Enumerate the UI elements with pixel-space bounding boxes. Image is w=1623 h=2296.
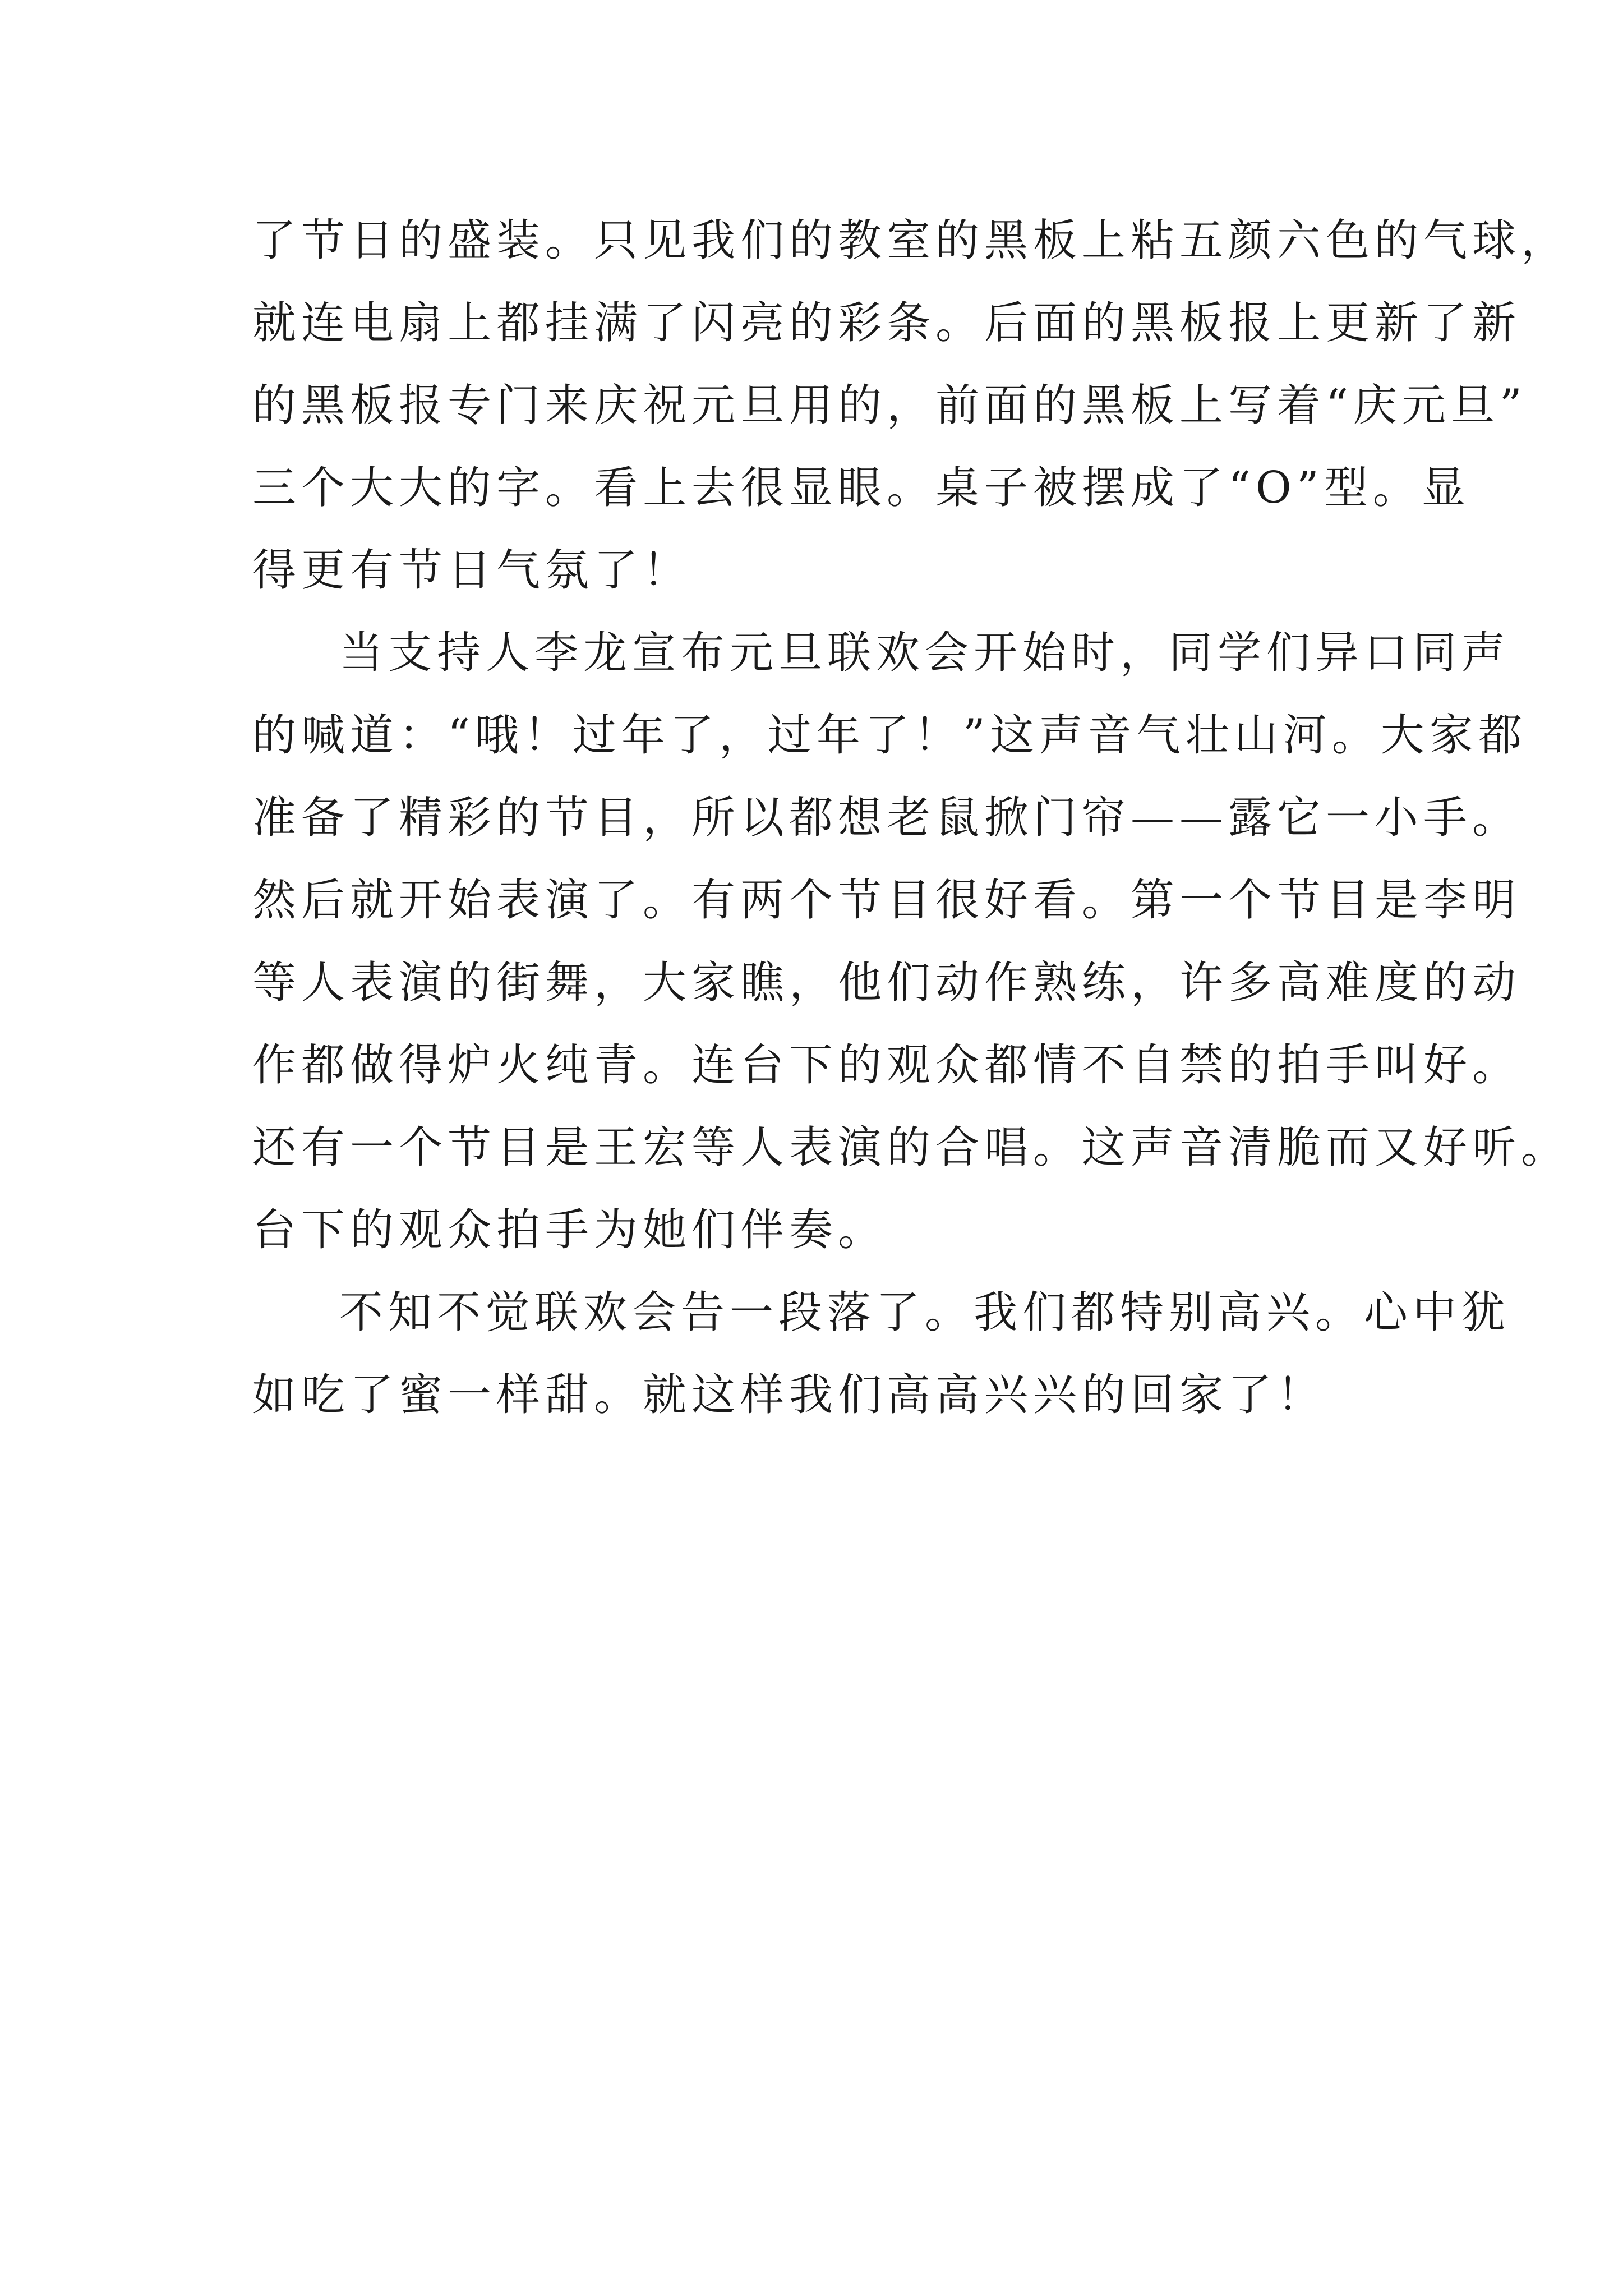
text-line: 的黑板报专门来庆祝元旦用的，前面的黑板上写着“庆元旦” xyxy=(252,380,1527,431)
text-line: 了节日的盛装。只见我们的教室的黑板上粘五颜六色的气球， xyxy=(252,215,1570,266)
text-line: 还有一个节目是王宏等人表演的合唱。这声音清脆而又好听。 xyxy=(252,1122,1570,1173)
text-line: 得更有节日气氛了！ xyxy=(252,545,692,596)
text-line: 等人表演的街舞，大家瞧，他们动作熟练，许多高难度的动 xyxy=(252,958,1521,1008)
text-line: 然后就开始表演了。有两个节目很好看。第一个节目是李明 xyxy=(252,875,1521,926)
text-line: 当支持人李龙宣布元旦联欢会开始时，同学们异口同声 xyxy=(339,628,1511,678)
text-line: 不知不觉联欢会告一段落了。我们都特别高兴。心中犹 xyxy=(339,1287,1511,1338)
document-body xyxy=(252,213,1570,1450)
text-line: 准备了精彩的节目，所以都想老鼠掀门帘——露它一小手。 xyxy=(252,793,1521,843)
text-line: 就连电扇上都挂满了闪亮的彩条。后面的黑板报上更新了新 xyxy=(252,298,1521,348)
text-line: 三个大大的字。看上去很显眼。桌子被摆成了“O”型。显 xyxy=(252,463,1470,513)
text-line: 的喊道：“哦！过年了，过年了！”这声音气壮山河。大家都 xyxy=(252,710,1527,761)
text-line: 台下的观众拍手为她们伴奏。 xyxy=(252,1205,887,1255)
text-line: 如吃了蜜一样甜。就这样我们高高兴兴的回家了！ xyxy=(252,1370,1326,1420)
text-line: 作都做得炉火纯青。连台下的观众都情不自禁的拍手叫好。 xyxy=(252,1040,1521,1091)
